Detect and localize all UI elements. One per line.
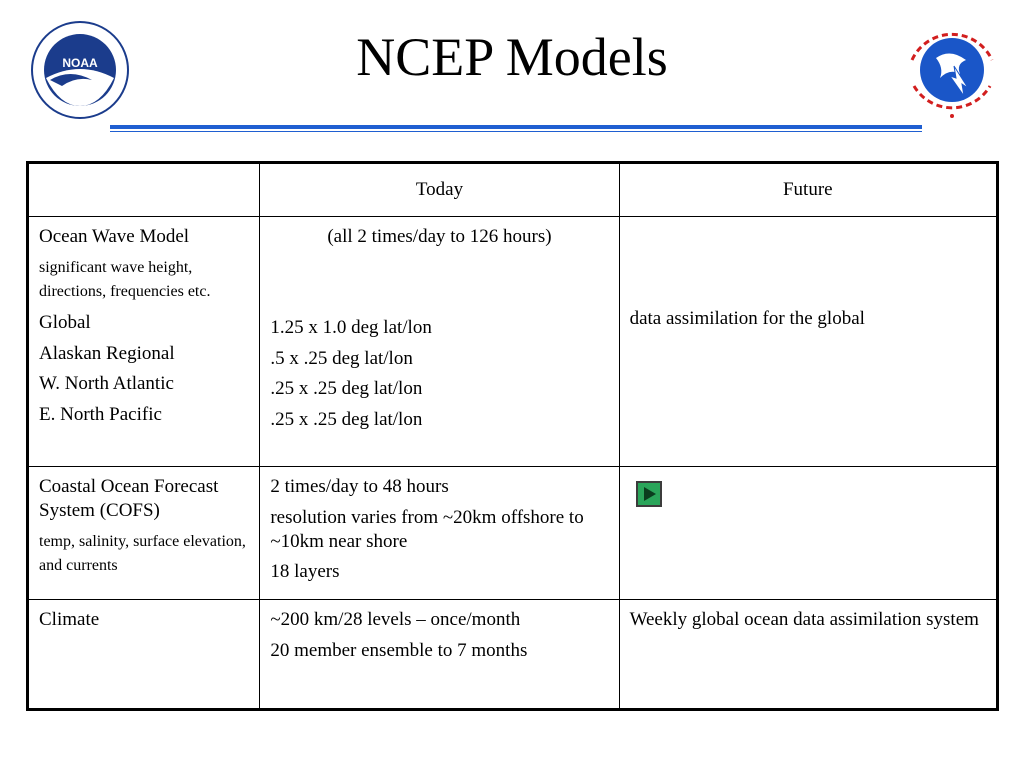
table-row-climate [28,600,998,710]
nws-emblem-icon [900,20,1005,120]
future-cell [619,217,997,467]
today-item: resolution varies from ~20km offshore to ~10km near shore [270,506,584,552]
row-label-cell [28,600,260,710]
today-cell [260,217,619,467]
region-item: E. North Pacific [39,404,162,425]
title-rule-thick [110,125,922,129]
row-label-subtitle: significant wave height, directions, frequencies etc. [39,258,211,300]
resolution-item: .5 x .25 deg lat/lon [270,347,413,369]
header-today: Today [260,163,619,217]
row-label-title: Ocean Wave Model [39,226,190,247]
header-future: Future [619,163,997,217]
noaa-logo-text: NOAA [62,56,98,70]
play-button-icon[interactable] [636,481,662,507]
resolution-item: 1.25 x 1.0 deg lat/lon [270,316,432,338]
future-text: data assimilation for the global [629,308,865,329]
today-note: (all 2 times/day to 126 hours) [327,226,552,247]
table-row-ocean-wave-model [28,217,998,467]
resolution-item: .25 x .25 deg lat/lon [270,409,423,430]
today-item: ~200 km/28 levels – once/month [270,609,521,630]
row-label-title: Climate [39,609,100,630]
today-cell [260,467,619,600]
row-label-title: Coastal Ocean Forecast System (COFS) [39,476,219,521]
row-label-cell [28,217,260,467]
today-item: 2 times/day to 48 hours [270,476,449,497]
table-row-cofs [28,467,998,600]
resolution-item: .25 x .25 deg lat/lon [270,378,423,400]
slide-title: NCEP Models [356,27,668,87]
today-item: 18 layers [270,561,340,583]
table-header-row [28,163,998,217]
row-label-subtitle: temp, salinity, surface elevation, and currents [39,532,246,574]
future-text: Weekly global ocean data assimilation system [629,609,979,630]
national-weather-service-logo [900,20,1005,120]
future-cell [619,467,997,600]
models-table [26,161,999,711]
region-item: W. North Atlantic [39,373,174,395]
header-empty-cell [28,163,260,217]
row-label-cell [28,467,260,600]
today-cell [260,600,619,710]
today-item: 20 member ensemble to 7 months [270,639,528,661]
title-rule-thin [110,131,922,132]
region-item: Global [39,311,91,333]
future-cell [619,600,997,710]
region-item: Alaskan Regional [39,342,175,364]
